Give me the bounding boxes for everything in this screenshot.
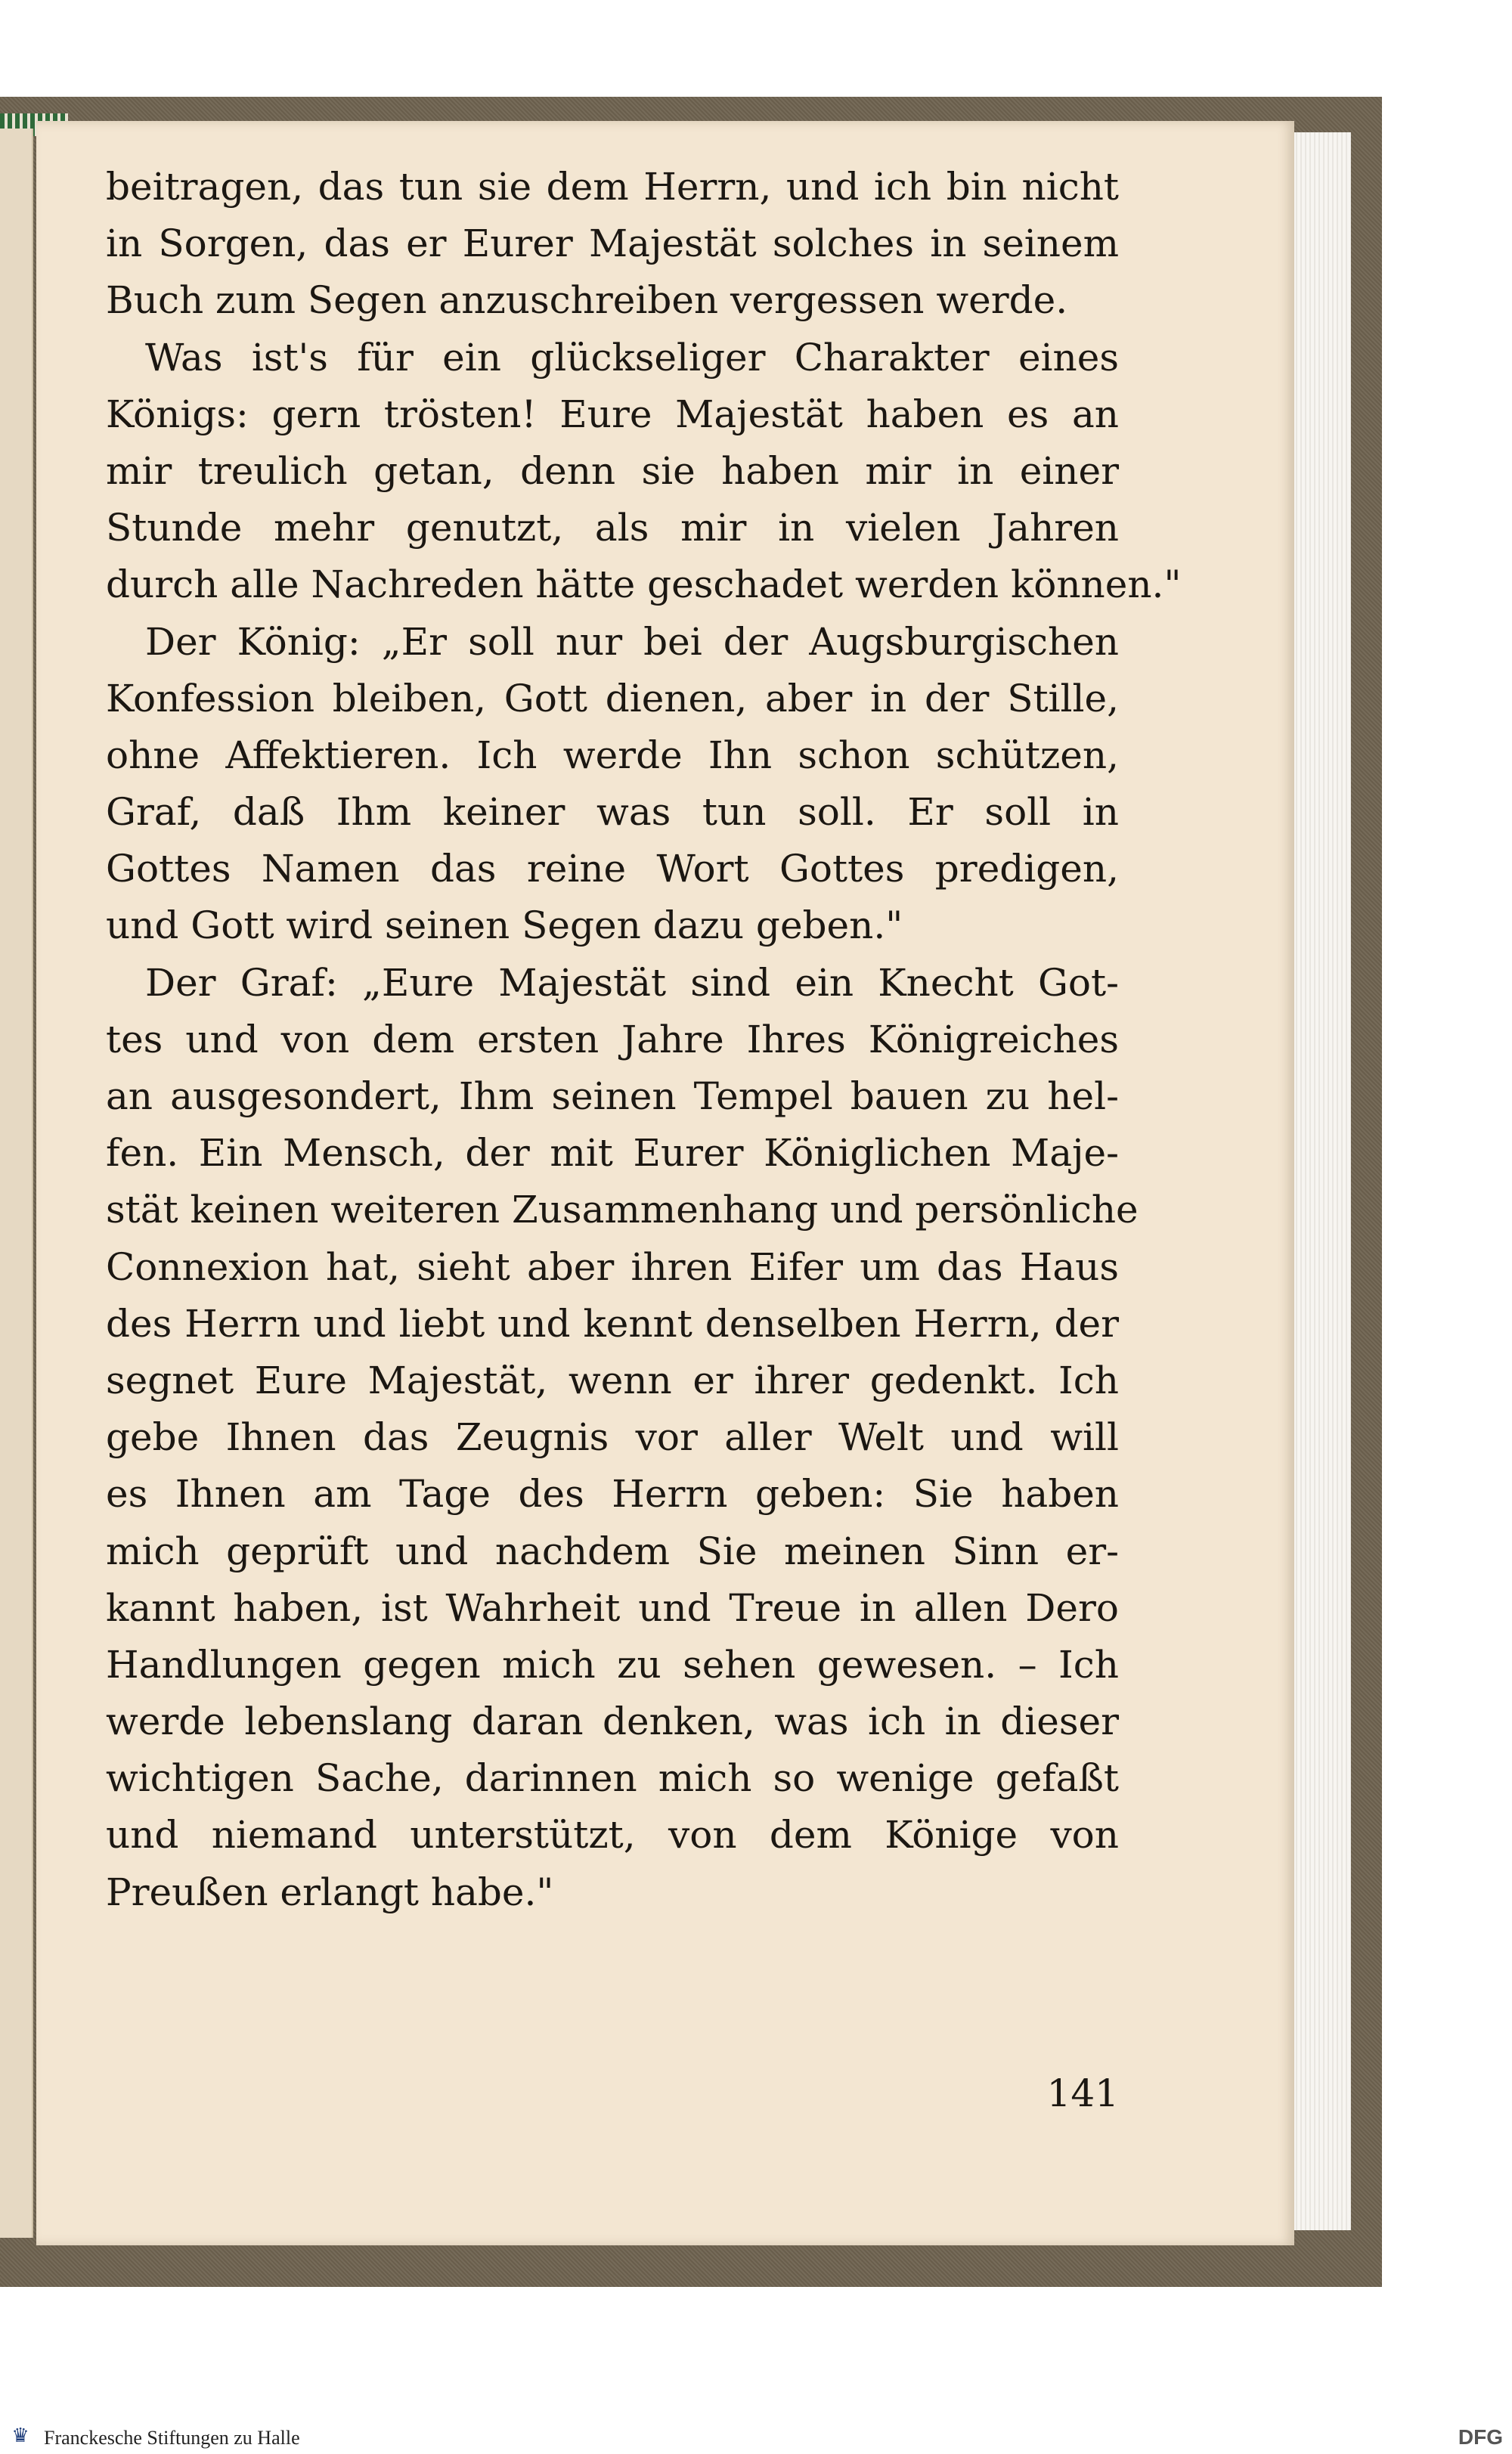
text-line: stät keinen weiteren Zusammenhang und persönliche xyxy=(106,1188,1139,1232)
text-line: und niemand unterstützt, von dem Könige von xyxy=(106,1813,1119,1858)
text-line: segnet Eure Majestät, wenn er ihrer gedenkt. Ich xyxy=(106,1358,1119,1402)
text-line: Handlungen gegen mich zu sehen gewesen. – Ich xyxy=(106,1642,1119,1687)
text-line: werde lebenslang daran denken, was ich in dieser xyxy=(106,1700,1119,1744)
previous-page-edge xyxy=(0,129,33,2238)
page-text xyxy=(106,159,1182,1921)
text-line: gebe Ihnen das Zeugnis vor aller Welt und will xyxy=(106,1415,1119,1460)
text-line: mir treulich getan, denn sie haben mir in einer xyxy=(106,448,1119,493)
text-line: kannt haben, ist Wahrheit und Treue in allen Dero xyxy=(106,1585,1119,1630)
text-line: in Sorgen, das er Eurer Majestät solches in seinem xyxy=(106,222,1119,266)
text-line: an ausgesondert, Ihm seinen Tempel bauen zu hel- xyxy=(106,1074,1119,1118)
text-line: Graf, daß Ihm keiner was tun soll. Er soll in xyxy=(106,790,1119,835)
text-line: ohne Affektieren. Ich werde Ihn schon schützen, xyxy=(106,733,1119,777)
text-line: Buch zum Segen anzuschreiben vergessen werde. xyxy=(106,278,1068,323)
text-line: Königs: gern trösten! Eure Majestät haben es an xyxy=(106,392,1119,436)
text-line: Konfession bleiben, Gott dienen, aber in der Stille, xyxy=(106,676,1119,720)
text-line: Gottes Namen das reine Wort Gottes predigen, xyxy=(106,847,1119,891)
dfg-badge: DFG xyxy=(1458,2425,1503,2449)
text-line: des Herrn und liebt und kennt denselben Herrn, der xyxy=(106,1301,1119,1346)
text-line: Was ist's für ein glückseliger Charakter eines xyxy=(145,335,1119,380)
text-line: fen. Ein Mensch, der mit Eurer Königlichen Maje- xyxy=(106,1131,1119,1176)
page-number: 141 xyxy=(1046,2071,1119,2115)
text-line: Der König: „Er soll nur bei der Augsburgischen xyxy=(145,619,1119,664)
text-line: Der Graf: „Eure Majestät sind ein Knecht Got- xyxy=(145,960,1119,1005)
text-line: es Ihnen am Tage des Herrn geben: Sie haben xyxy=(106,1472,1119,1517)
text-line: und Gott wird seinen Segen dazu geben." xyxy=(106,903,903,948)
text-line: beitragen, das tun sie dem Herrn, und ich bin nicht xyxy=(106,165,1119,209)
text-line: Stunde mehr genutzt, als mir in vielen Jahren xyxy=(106,506,1119,550)
text-line: wichtigen Sache, darinnen mich so wenige gefaßt xyxy=(106,1756,1119,1801)
page-block-edges xyxy=(1285,132,1351,2230)
institution-credit: Franckesche Stiftungen zu Halle xyxy=(44,2427,300,2449)
text-line: durch alle Nachreden hätte geschadet werden können." xyxy=(106,562,1182,607)
text-line: Preußen erlangt habe." xyxy=(106,1870,554,1914)
text-line: Connexion hat, sieht aber ihren Eifer um das Haus xyxy=(106,1244,1119,1289)
text-line: tes und von dem ersten Jahre Ihres Königreiches xyxy=(106,1017,1119,1061)
text-line: mich geprüft und nachdem Sie meinen Sinn er- xyxy=(106,1529,1119,1573)
institution-logo-icon: ♛ xyxy=(11,2425,29,2447)
